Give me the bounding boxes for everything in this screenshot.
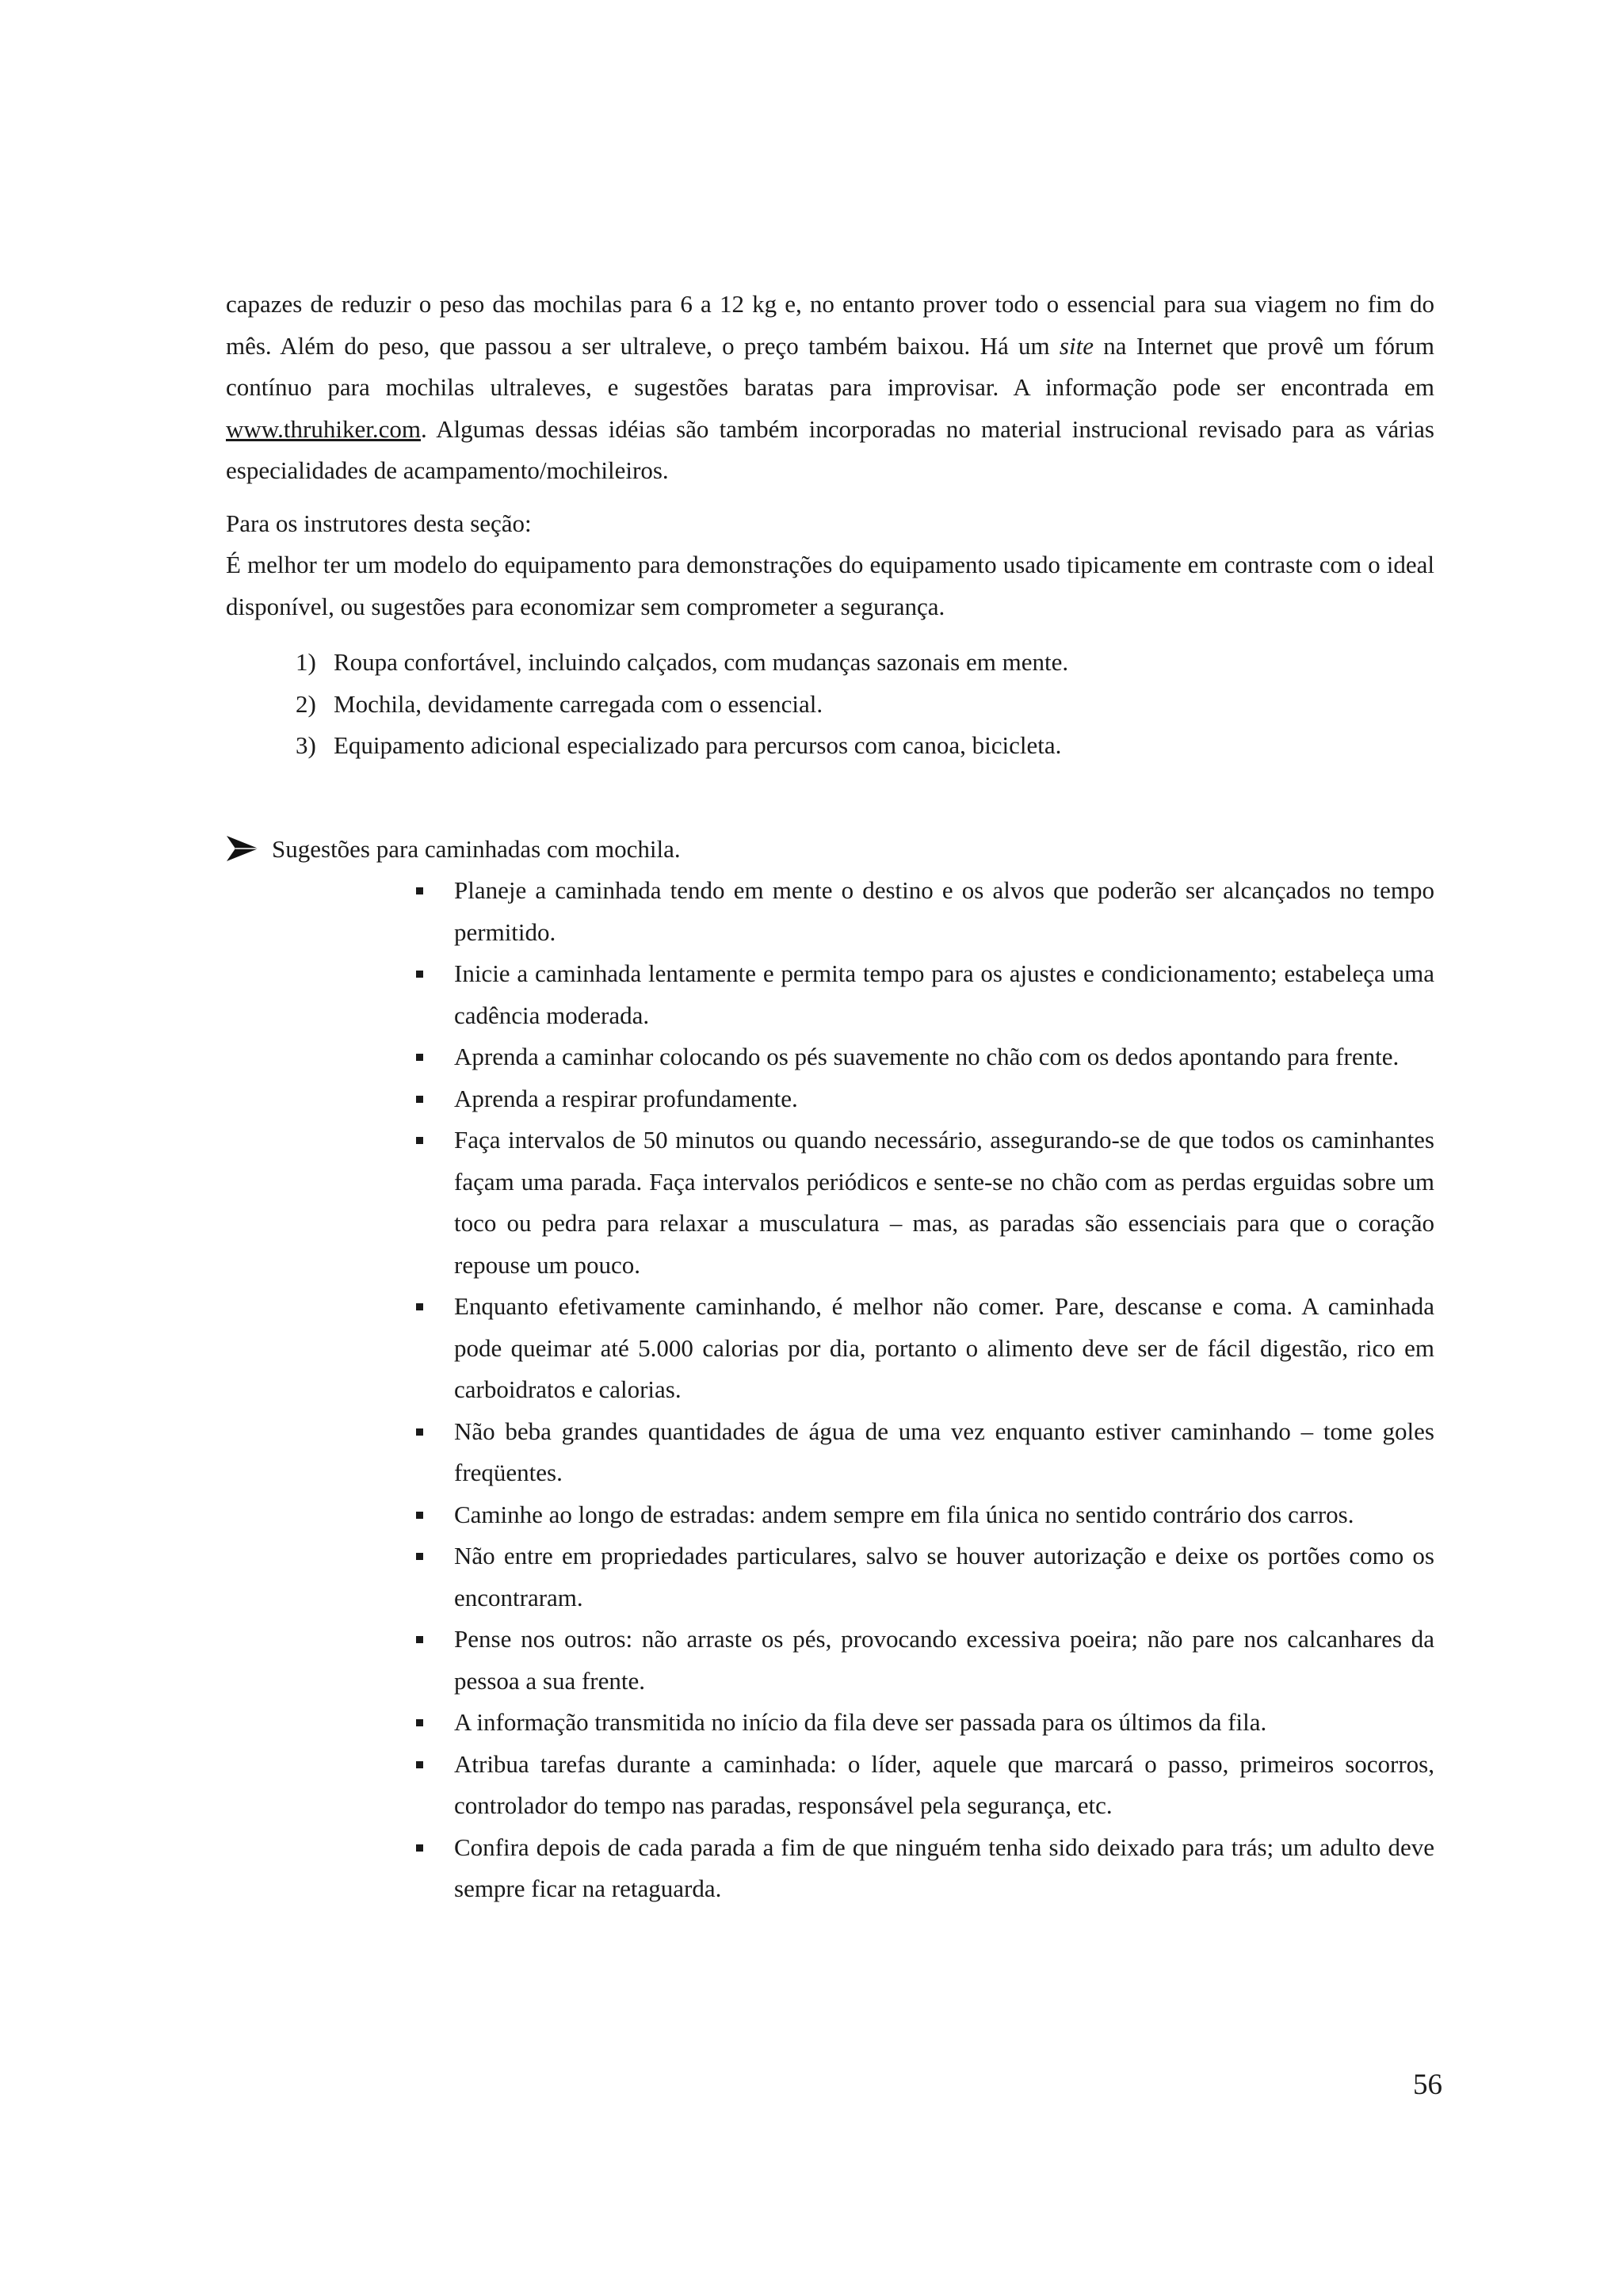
intro-text-part3: . Algumas dessas idéias são também incorporadas no material instrucional revisado para as várias especialidades de acampamento/mochileiros. <box>226 414 1434 484</box>
square-bullet-icon <box>416 971 423 978</box>
square-bullet-icon <box>416 1761 423 1768</box>
section-heading <box>226 829 1434 871</box>
item-text: Roupa confortável, incluindo calçados, com mudanças sazonais em mente. <box>334 648 1069 676</box>
list-item <box>416 953 1434 1036</box>
section-heading-text: Sugestões para caminhadas com mochila. <box>272 834 681 863</box>
square-bullet-icon <box>416 1303 423 1310</box>
list-item <box>416 1119 1434 1286</box>
item-number: 2) <box>296 689 316 718</box>
tip-text: Enquanto efetivamente caminhando, é melhor não comer. Pare, descanse e coma. A caminhada pode queimar até 5.000 calorias por dia, portanto o alimento deve ser de fácil digestão, rico em carboidratos e calorias. <box>454 1292 1434 1403</box>
list-item <box>296 684 1434 726</box>
square-bullet-icon <box>416 1844 423 1852</box>
tip-text: Não entre em propriedades particulares, salvo se houver autorização e deixe os portões como os encontraram. <box>454 1542 1434 1611</box>
list-item <box>416 1494 1434 1536</box>
item-number: 1) <box>296 648 316 676</box>
square-bullet-icon <box>416 1553 423 1560</box>
equipment-list <box>226 642 1434 767</box>
instructors-text: É melhor ter um modelo do equipamento para demonstrações do equipamento usado tipicamente em contraste com o ideal disponível, ou sugestões para economizar sem comprometer a segurança. <box>226 551 1434 620</box>
list-item <box>416 1036 1434 1078</box>
square-bullet-icon <box>416 887 423 894</box>
tip-text: A informação transmitida no início da fila deve ser passada para os últimos da fila. <box>454 1708 1267 1736</box>
arrow-bullet-icon <box>226 835 259 862</box>
list-item <box>416 870 1434 953</box>
instructors-heading: Para os instrutores desta seção: <box>226 509 532 537</box>
tip-text: Aprenda a caminhar colocando os pés suavemente no chão com os dedos apontando para frente. <box>454 1043 1400 1070</box>
square-bullet-icon <box>416 1428 423 1436</box>
square-bullet-icon <box>416 1096 423 1103</box>
page-content <box>226 284 1434 1910</box>
list-item <box>296 725 1434 767</box>
square-bullet-icon <box>416 1719 423 1726</box>
tip-text: Caminhe ao longo de estradas: andem sempre em fila única no sentido contrário dos carros. <box>454 1500 1354 1528</box>
list-item <box>416 1827 1434 1910</box>
list-item <box>416 1702 1434 1744</box>
item-text: Mochila, devidamente carregada com o essencial. <box>334 689 823 718</box>
intro-text-part1: capazes de reduzir o peso das mochilas para 6 a 12 kg e, no entanto prover todo o essencial para sua viagem no fim do mês. Além do peso, que passou a ser ultraleve, o preço também baixou. Há um <box>226 290 1434 360</box>
square-bullet-icon <box>416 1054 423 1061</box>
list-item <box>416 1286 1434 1411</box>
tip-text: Atribua tarefas durante a caminhada: o líder, aquele que marcará o passo, primeiros socorros, controlador do tempo nas paradas, responsável pela segurança, etc. <box>454 1749 1434 1819</box>
instructors-paragraph <box>226 503 1434 628</box>
tip-text: Inicie a caminhada lentamente e permita tempo para os ajustes e condicionamento; estabeleça uma cadência moderada. <box>454 959 1434 1029</box>
intro-text-part2: na Internet que provê um fórum contínuo para mochilas ultraleves, e sugestões baratas para improvisar. A informação pode ser encontrada em <box>226 331 1434 401</box>
list-item <box>416 1535 1434 1619</box>
list-item <box>416 1411 1434 1494</box>
list-item <box>416 1619 1434 1702</box>
square-bullet-icon <box>416 1636 423 1643</box>
square-bullet-icon <box>416 1512 423 1519</box>
page-number: 56 <box>1413 2069 1442 2101</box>
thruhiker-link[interactable]: www.thruhiker.com <box>226 414 421 443</box>
tip-text: Faça intervalos de 50 minutos ou quando necessário, assegurando-se de que todos os caminhantes façam uma parada. Faça intervalos periódicos e sente-se no chão com as perdas erguidas sobre um toco ou pedra para relaxar a musculatura – mas, as paradas são essenciais para que o coração repouse um pouco. <box>454 1126 1434 1279</box>
tip-text: Não beba grandes quantidades de água de uma vez enquanto estiver caminhando – tome goles freqüentes. <box>454 1417 1434 1486</box>
intro-paragraph <box>226 284 1434 492</box>
hiking-tips-list <box>226 870 1434 1910</box>
list-item <box>296 642 1434 684</box>
site-word: site <box>1059 331 1094 360</box>
tip-text: Pense nos outros: não arraste os pés, provocando excessiva poeira; não pare nos calcanhares da pessoa a sua frente. <box>454 1625 1434 1695</box>
tip-text: Aprenda a respirar profundamente. <box>454 1084 798 1112</box>
item-number: 3) <box>296 731 316 759</box>
tip-text: Confira depois de cada parada a fim de que ninguém tenha sido deixado para trás; um adulto deve sempre ficar na retaguarda. <box>454 1833 1434 1902</box>
square-bullet-icon <box>416 1137 423 1144</box>
list-item <box>416 1744 1434 1827</box>
item-text: Equipamento adicional especializado para percursos com canoa, bicicleta. <box>334 731 1062 759</box>
tip-text: Planeje a caminhada tendo em mente o destino e os alvos que poderão ser alcançados no tempo permitido. <box>454 876 1434 946</box>
list-item <box>416 1078 1434 1120</box>
